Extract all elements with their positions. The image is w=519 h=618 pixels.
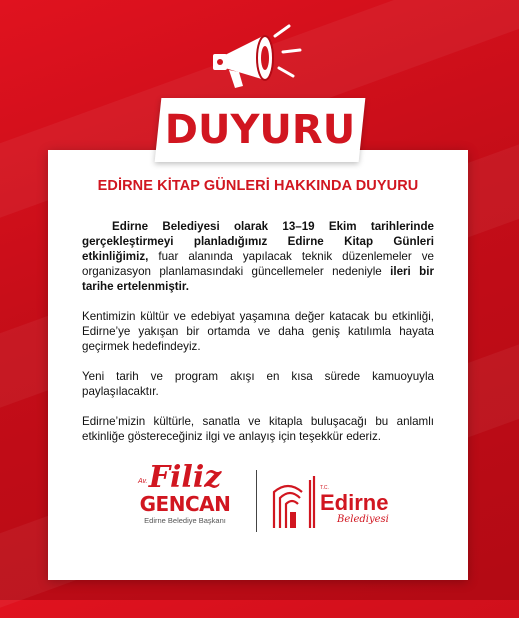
footer-divider xyxy=(256,470,257,532)
announcement-banner xyxy=(158,98,362,162)
megaphone-icon xyxy=(205,22,305,102)
signature-title: Edirne Belediye Başkanı xyxy=(144,516,226,525)
paragraph-1-bold-end: ileri bir tarihe ertelenmiştir. xyxy=(82,265,434,293)
paragraph-4: Edirne’mizin kültürle, sanatla ve kitapla buluşacağı bu anlamlı etkinliğe göstereceğiniz ilgi ve anlayış için teşekkür ederiz. xyxy=(82,415,434,443)
banner-title: DUYURU xyxy=(164,107,356,153)
paragraph-3: Yeni tarih ve program akışı en kısa sürede kamuoyuyla paylaşılacaktır. xyxy=(82,370,434,398)
signature-first-name: Filiz xyxy=(148,460,222,495)
logo-name: Edirne xyxy=(320,490,389,515)
signature-last-name: GENCAN xyxy=(139,492,231,516)
logo-subtitle: Belediyesi xyxy=(337,514,389,525)
signature-prefix: Av. xyxy=(138,478,148,485)
paragraph-2: Kentimizin kültür ve edebiyat yaşamına değer katacak bu etkinliği, Edirne’ye yakışan bir ortamda ve daha geniş katılımla hayata geçirmek hedefindeyiz. xyxy=(82,310,434,353)
logo-tc: T.C. xyxy=(320,485,329,491)
paragraph-1 xyxy=(82,219,434,294)
footer xyxy=(130,462,390,532)
mayor-signature xyxy=(130,462,240,525)
edirne-municipality-logo-icon xyxy=(270,474,320,530)
paragraph-1-bold-lead: Edirne Belediyesi olarak 13–19 Ekim tarihlerinde gerçekleştirmeyi planladığımız Edirne Kitap Günleri etkinliğimiz, xyxy=(82,220,434,263)
announcement-heading: EDİRNE KİTAP GÜNLERİ HAKKINDA DUYURU xyxy=(97,178,419,194)
announcement-body xyxy=(82,219,434,459)
paragraph-1-middle: fuar alanında yapılacak teknik düzenlemeler ve organizasyon planlamasındaki güncellemeler nedeniyle xyxy=(82,250,434,278)
